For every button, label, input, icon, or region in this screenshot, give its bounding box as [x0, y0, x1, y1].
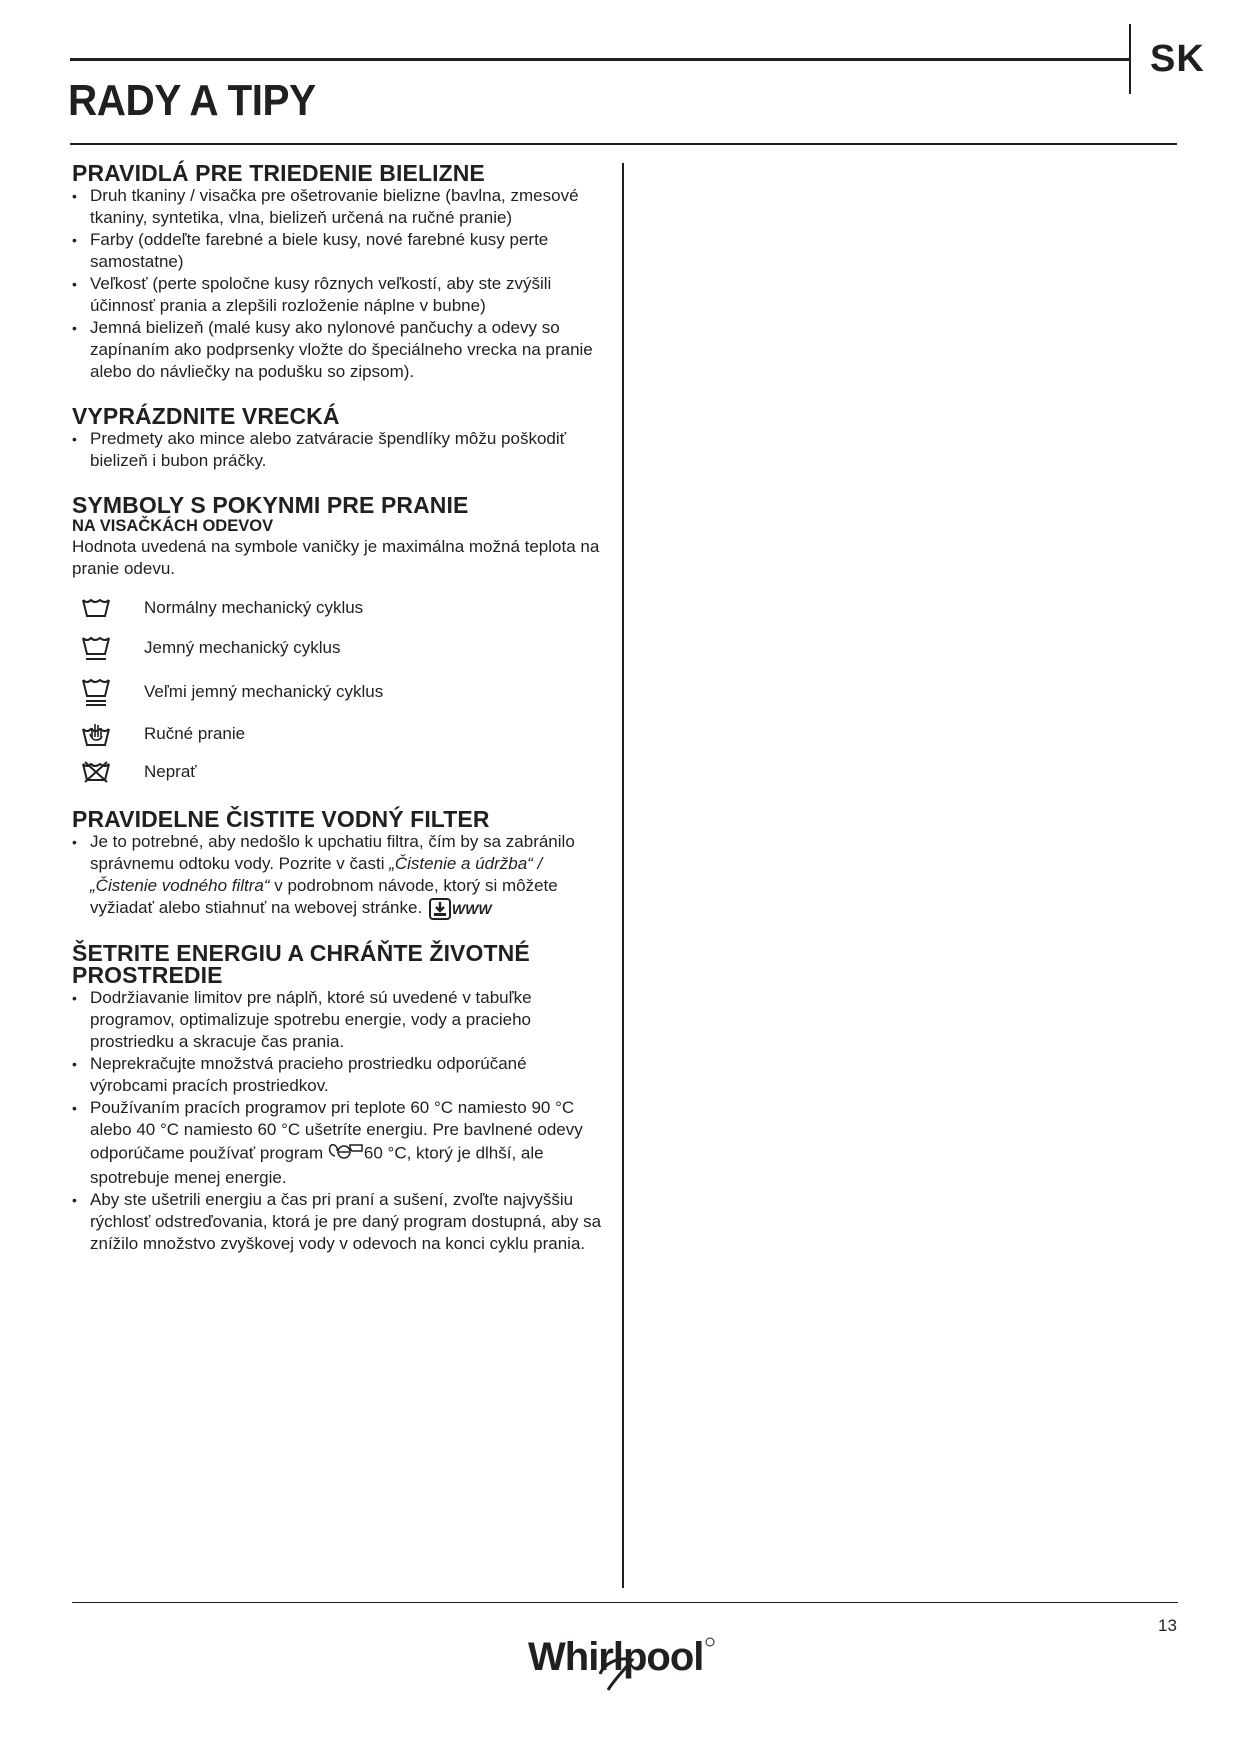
hand-wash-icon: [76, 720, 116, 748]
symbol-label: Veľmi jemný mechanický cyklus: [144, 682, 384, 701]
section-filter: [72, 808, 602, 920]
footer-rule: [72, 1602, 1178, 1603]
symbol-row: [72, 594, 602, 622]
symbol-label: Jemný mechanický cyklus: [144, 638, 341, 657]
symbol-label: Neprať: [144, 762, 197, 781]
list-item: • Dodržiavanie limitov pre náplň, ktoré sú uvedené v tabuľke programov, optimalizuje spotrebu energie, vody a pracieho prostriedku a skracuje čas prania.: [72, 987, 602, 1053]
energy-text-start: Používaním pracích programov pri teplote 60 °C namiesto 90 °C alebo 40 °C namiesto 60 °C ušetríte energiu. Pre bavlnené odevy odporúčame používať program: [90, 1097, 583, 1162]
whirlpool-logo: [528, 1630, 718, 1699]
section-subheading: NA VISAČKÁCH ODEVOV: [72, 517, 274, 535]
language-code: SK: [1150, 38, 1205, 80]
filter-text-start: Je to potrebné, aby nedošlo k upchatiu filtra, čím by sa zabránilo správnemu odtoku vody. Pozrite v časti: [90, 832, 575, 873]
wash-tub-gentle-icon: [76, 634, 116, 662]
energy-text-end: 60 °C, ktorý je dlhší, ale spotrebuje menej energie.: [90, 1143, 544, 1187]
wash-tub-very-gentle-icon: [76, 676, 116, 708]
symbol-row: [72, 758, 602, 786]
symbol-row: [72, 676, 602, 708]
page-number: 13: [1158, 1616, 1177, 1635]
symbol-row: [72, 634, 602, 662]
download-www-icon: [429, 898, 492, 920]
list-item: • Druh tkaniny / visačka pre ošetrovanie bielizne (bavlna, zmesové tkaniny, syntetika, vlna, bielizeň určená na ručné pranie): [72, 185, 602, 229]
title-rule: [70, 143, 1177, 145]
www-label: WWW: [451, 900, 492, 917]
section-heading: PRAVIDLÁ PRE TRIEDENIE BIELIZNE: [72, 160, 485, 186]
symbol-label: Ručné pranie: [144, 724, 246, 743]
section-energy: [72, 939, 602, 1255]
wash-tub-normal-icon: [76, 594, 116, 622]
section-sorting: [72, 162, 602, 383]
list-item: [72, 831, 602, 920]
list-item: • Farby (oddeľte farebné a biele kusy, nové farebné kusy perte samostatne): [72, 229, 602, 273]
list-item: • Neprekračujte množstvá pracieho prostriedku odporúčané výrobcami pracích prostriedkov.: [72, 1053, 602, 1097]
bullet-list: [72, 987, 602, 1255]
manual-reference: „Čistenie a údržba“ / „Čistenie vodného filtra“: [90, 854, 543, 895]
list-item: • Veľkosť (perte spoločne kusy rôznych veľkostí, aby ste zvýšili účinnosť prania a zlepšili rozloženie náplne v bubne): [72, 273, 602, 317]
symbols-intro: Hodnota uvedená na symbole vaničky je maximálna možná teplota na pranie odevu.: [72, 537, 600, 578]
section-heading: VYPRÁZDNITE VRECKÁ: [72, 403, 340, 429]
bullet-list: [72, 185, 602, 383]
list-item: • Aby ste ušetrili energiu a čas pri praní a sušení, zvoľte najvyššiu rýchlosť odstreďovania, ktorá je pre daný program dostupná, aby sa znížilo množstvo zvyškovej vody v odevoch na konci cyklu prania.: [72, 1189, 602, 1255]
list-item: [72, 1097, 602, 1189]
do-not-wash-icon: [76, 758, 116, 786]
eco-program-icon: [328, 1141, 364, 1167]
section-symbols: [72, 494, 602, 786]
bullet-list: [72, 831, 602, 920]
list-item: • Predmety ako mince alebo zatváracie špendlíky môžu poškodiť bielizeň i bubon práčky.: [72, 428, 602, 472]
symbol-label: Normálny mechanický cyklus: [144, 598, 364, 617]
content-column: [72, 162, 602, 1277]
bullet-list: [72, 428, 602, 472]
language-divider: [1129, 24, 1131, 94]
symbol-row: [72, 720, 602, 748]
logo-text: Whirlpool: [528, 1635, 704, 1679]
filter-text-end: v podrobnom návode, ktorý si môžete vyžiadať alebo stiahnuť na webovej stránke.: [90, 876, 558, 917]
page-title: RADY A TIPY: [68, 76, 316, 125]
section-heading: ŠETRITE ENERGIU A CHRÁŇTE ŽIVOTNÉ PROSTREDIE: [72, 939, 530, 988]
section-heading: SYMBOLY S POKYNMI PRE PRANIE: [72, 492, 469, 518]
header-rule: [70, 58, 1130, 61]
section-heading: PRAVIDELNE ČISTITE VODNÝ FILTER: [72, 806, 490, 832]
list-item: • Jemná bielizeň (malé kusy ako nylonové pančuchy a odevy so zapínaním ako podprsenky vložte do špeciálneho vrecka na pranie alebo do návliečky na podušku so zipsom).: [72, 317, 602, 383]
column-divider: [622, 163, 624, 1588]
section-pockets: [72, 405, 602, 472]
